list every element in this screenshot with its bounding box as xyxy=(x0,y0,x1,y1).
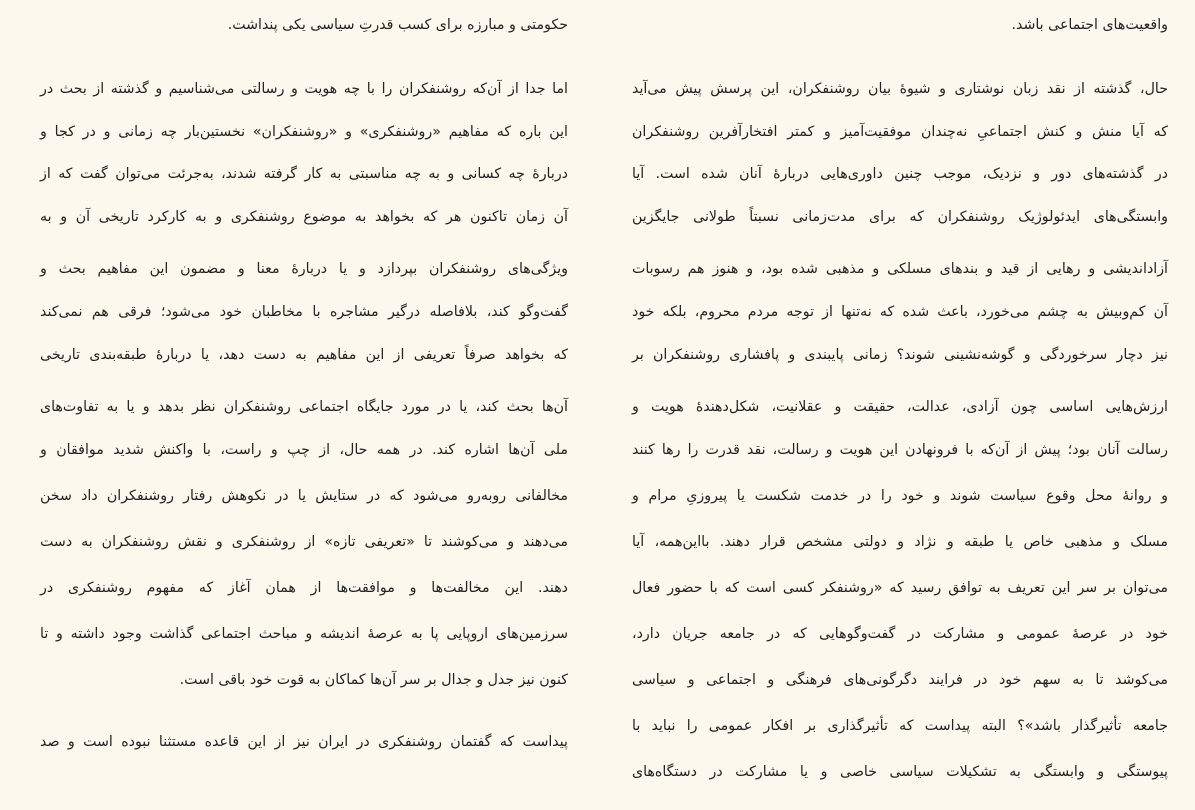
text-line: آزاداندیشی و رهایی از قید و بندهای مسلکی و مذهبی شده بود، و هنوز هم رسوبات xyxy=(632,261,1168,277)
text-line: که آیا منش و کنش اجتماعیِ نه‌چندان موفقیت‌آمیز و کمتر افتخارآفرین روشنفکران xyxy=(632,124,1168,140)
text-line: اما جدا از آن‌که روشنفکران را با چه هویت و رسالتی می‌شناسیم و گذشته از بحث در xyxy=(40,81,568,97)
text-line: این باره که مفاهیم «روشنفکری» و «روشنفکران» نخستین‌بار چه زمانی و در کجا و xyxy=(40,124,568,140)
text-line: ارزش‌هایی اساسی چون آزادی، عدالت، حقیقت و عقلانیت، شکل‌دهندهٔ هویت و xyxy=(632,399,1168,415)
text-line: مسلک و مذهبی خاص یا طبقه و نژاد و دولتی مشخص قرار دهند. بااین‌همه، آیا xyxy=(632,534,1168,550)
text-line: ملی آن‌ها اشاره کند. در همه حال، از چپ و راست، با واکنش شدید موافقان و xyxy=(40,442,568,458)
text-line: ویژگی‌های روشنفکران بپردازد و یا دربارهٔ معنا و مضمون این مفاهیم بحث و xyxy=(40,261,568,277)
text-line: که بخواهد صرفاً تعریفی از این مفاهیم به دست دهد، یا دربارهٔ طبقه‌بندی تاریخی xyxy=(40,347,568,363)
text-line: می‌دهند و می‌کوشند تا «تعریفی تازه» از روشنفکری و نقش روشنفکران به دست xyxy=(40,534,568,550)
text-line: خود در عرصهٔ عمومی و مشارکت در گفت‌وگوهایی که در جامعه جریان دارد، xyxy=(632,626,1168,642)
text-line: آن زمان تاکنون هر که بخواهد به موضوع روشنفکری و به کارکرد تاریخی آن و به xyxy=(40,209,568,225)
text-line: وابستگی‌های ایدئولوژیک روشنفکران که برای مدت‌زمانی نسبتاً طولانی جایگزین xyxy=(632,209,1168,225)
text-line: در گذشته‌های دور و نزدیک، موجب چنین داوری‌هایی دربارهٔ آنان شده است. آیا xyxy=(632,166,1168,182)
text-line: گفت‌وگو کند، بلافاصله درگیر مشاجره با مخاطبان خود می‌شود؛ فرقی هم نمی‌کند xyxy=(40,304,568,320)
text-line: نیز دچار سرخوردگی و گوشه‌نشینی شوند؟ زمانی پایبندی و پافشاری روشنفکران بر xyxy=(632,347,1168,363)
text-line: کنون نیز جدل و جدال بر سر آن‌ها کماکان به قوت خود باقی است. xyxy=(179,672,568,688)
text-line: مخالفانی روبه‌رو می‌شود که در ستایش یا در نکوهش رفتار روشنفکران داد سخن xyxy=(40,488,568,504)
left-text-column xyxy=(40,0,568,810)
left-header-line: حکومتی و مبارزه برای کسب قدرتِ سیاسی یکی پنداشت. xyxy=(227,17,568,33)
text-line: سرزمین‌های اروپایی پا به عرصهٔ اندیشه و مباحث اجتماعی گذاشت وجود داشته و تا xyxy=(40,626,568,642)
text-line: می‌توان بر سر این تعریف به توافق رسید که «روشنفکر کسی است که با حضور فعال xyxy=(632,580,1168,596)
text-line: آن‌ها بحث کند، یا در مورد جایگاه اجتماعی روشنفکران نظر بدهد و یا به تفاوت‌های xyxy=(40,399,568,415)
text-line: آن کم‌وبیش به چشم می‌خورد، باعث شده که نه‌تنها از توجه مردم محروم، بلکه خود xyxy=(632,304,1168,320)
right-header-line: واقعیت‌های اجتماعی باشد. xyxy=(1011,17,1168,33)
text-line: جامعه تأثیرگذار باشد»؟ البته پیداست که تأثیرگذاری بر افکار عمومی را نباید با xyxy=(632,718,1168,734)
text-line: حال، گذشته از نقد زبان نوشتاری و شیوهٔ بیان روشنفکران، این پرسش پیش می‌آید xyxy=(632,81,1168,97)
text-line: پیوستگی و وابستگی به تشکیلات سیاسی خاصی و یا مشارکت در دستگاه‌های xyxy=(632,764,1168,780)
text-line: می‌کوشد تا به سهم خود در فرایند دگرگونی‌های فرهنگی و اجتماعی و سیاسی xyxy=(632,672,1168,688)
left-paragraph-2-line: پیداست که گفتمان روشنفکری در ایران نیز از این قاعده مستثنا نبوده است و صد xyxy=(40,734,568,750)
text-line: و روانهٔ محل وقوع سیاست شوند و خود را در خدمت شکست یا پیروزیِ مرام و xyxy=(632,488,1168,504)
text-line: دربارهٔ چه کسانی و به چه مناسبتی به کار گرفته شدند، به‌جرئت می‌توان گفت که از xyxy=(40,166,568,182)
right-text-column xyxy=(632,0,1168,810)
text-line: دهند. این مخالفت‌ها و موافقت‌ها از همان آغاز که مفهوم روشنفکری در xyxy=(40,580,568,596)
text-line: رسالت آنان بود؛ پیش از آن‌که با فرونهادن این هویت و رسالت، نقد قدرت را رها کنند xyxy=(632,442,1168,458)
